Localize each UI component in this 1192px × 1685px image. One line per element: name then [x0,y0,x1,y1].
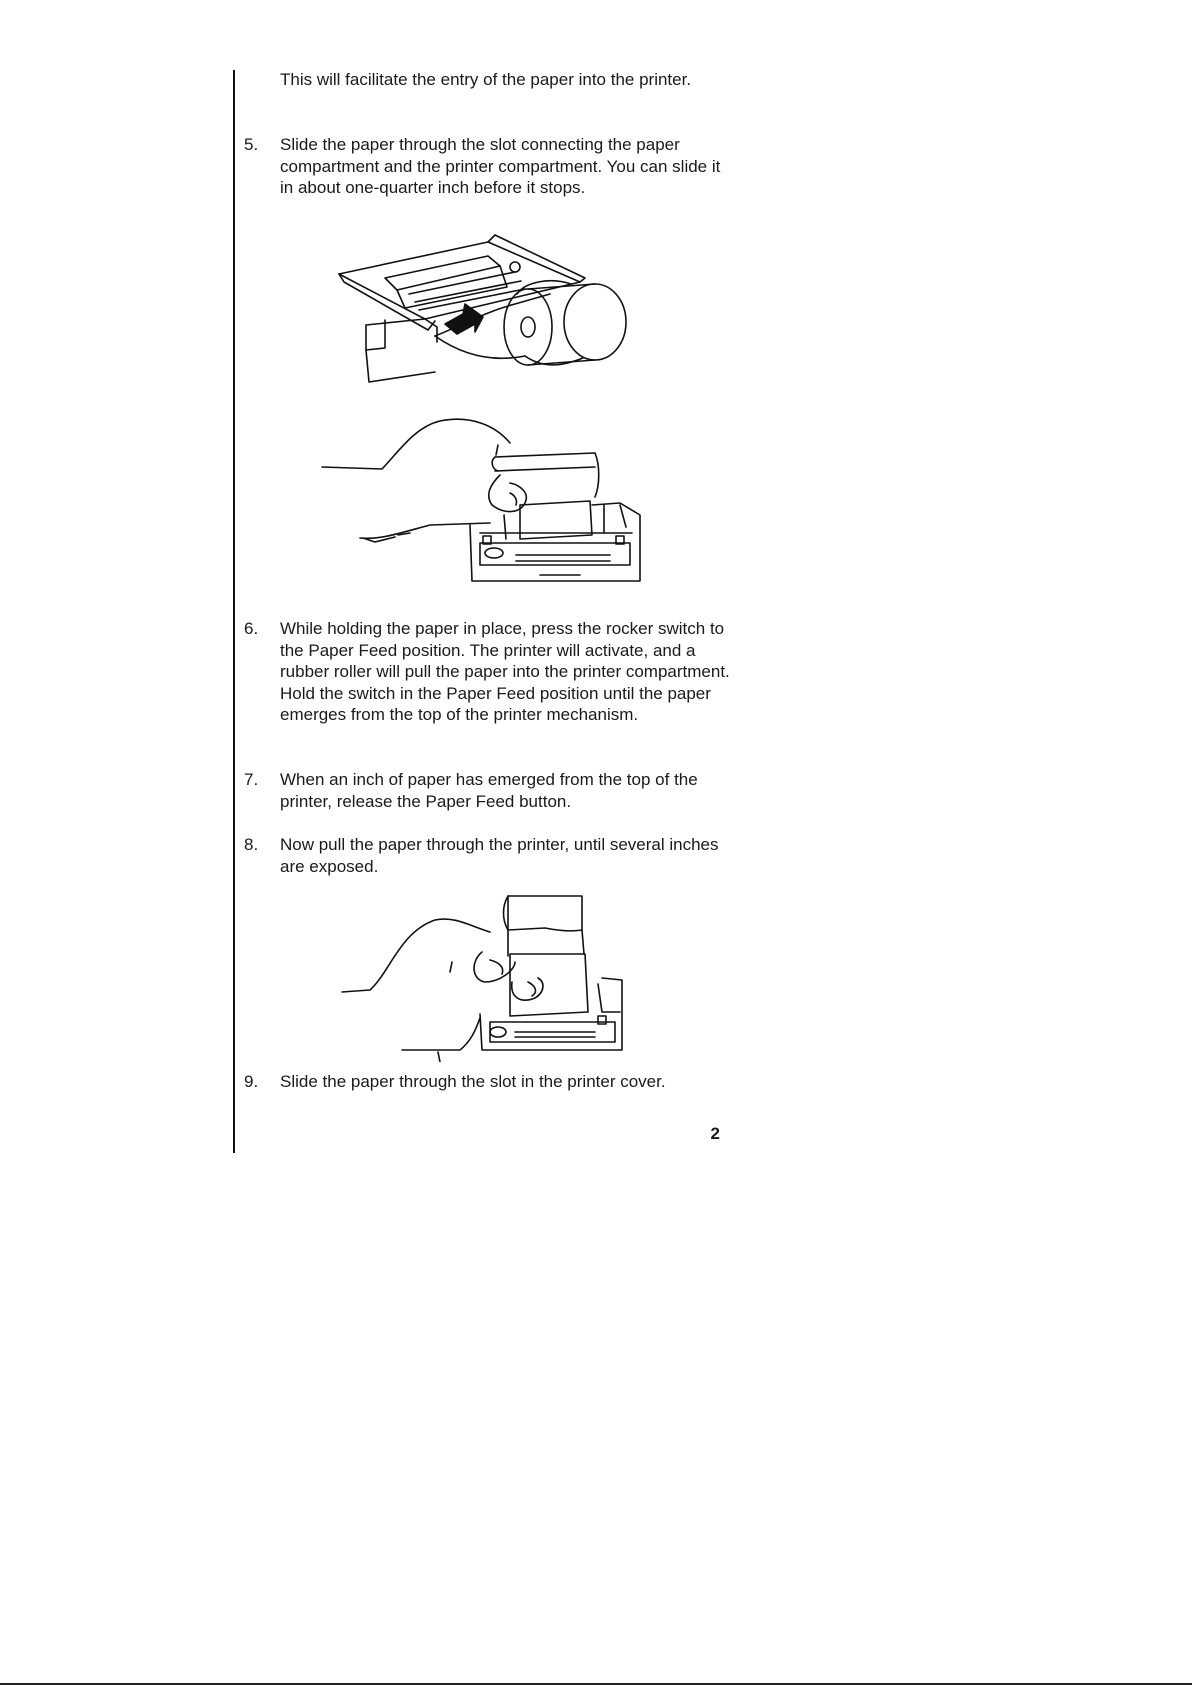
intro-paragraph: This will facilitate the entry of the paper into the printer. [280,70,692,89]
step-number: 8. [244,835,259,854]
figure-paper-roll-into-slot [325,232,635,392]
step-number: 5. [244,135,259,154]
step-text: Slide the paper through the slot connecting the paper compartment and the printer compartment. You can slide it in about one-quarter inch before it stops. [280,135,721,198]
step-number: 6. [244,619,259,638]
figure-pull-paper-through [340,892,630,1062]
step-number: 7. [244,770,259,789]
step-number: 9. [244,1072,259,1091]
page-number: 2 [710,1124,720,1143]
step-text: While holding the paper in place, press the rocker switch to the Paper Feed position. The printer will activate, and a rubber roller will pull the paper into the printer compartment. Hold the switch in the Paper Feed position until the paper emerges from the top of the printer mechanism. [280,619,730,725]
figure-hand-holding-paper [320,415,650,585]
step-text: Slide the paper through the slot in the printer cover. [280,1072,666,1091]
margin-rule [233,70,235,1153]
step-text: Now pull the paper through the printer, until several inches are exposed. [280,835,719,876]
step-text: When an inch of paper has emerged from the top of the printer, release the Paper Feed button. [280,770,698,811]
